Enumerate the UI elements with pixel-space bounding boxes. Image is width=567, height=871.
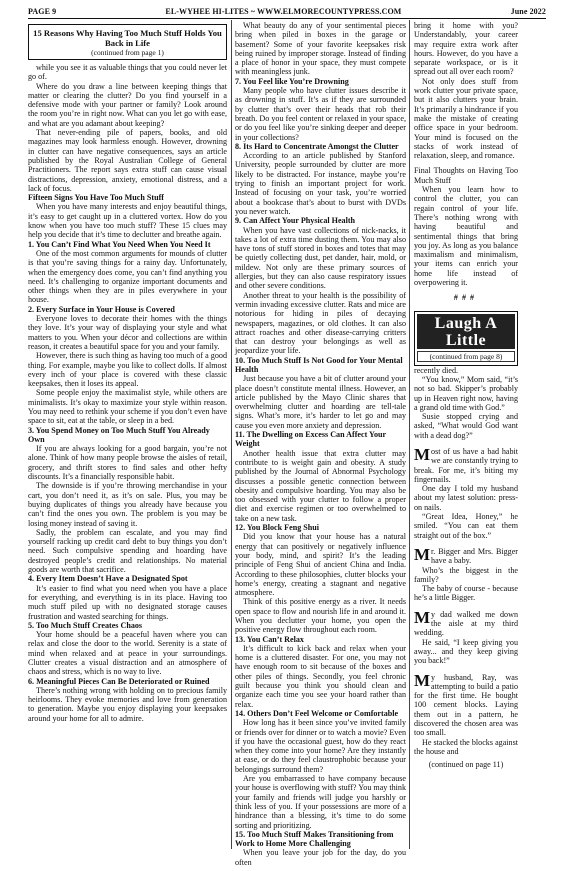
joke xyxy=(414,444,518,540)
paragraph: According to an article published by Stanford University, people surrounded by clutter are more likely to be distracted. For instance, maybe you’re trying to finish an important project for work. Instead of focusing on your task, you’re worried about a bookcase that’s about to burst with DVDs you never watch. xyxy=(235,151,406,216)
section-heading: 4. Every Item Doesn’t Have a Designated Spot xyxy=(28,574,188,584)
paragraph: One of the most common arguments for mounds of clutter is that you’re saving things for a rainy day. Unfortunately, when the emergency does come, you can’t find anything you need. It’s challenging to organize important documents and other things when they are in piles everywhere in your house. xyxy=(28,248,227,305)
column-body xyxy=(28,63,227,723)
paragraph: He said, “I keep giving you away... and they keep giving you back!” xyxy=(414,637,518,666)
paragraph: Your home should be a peaceful haven where you can relax and close the door to the world. Serenity is a state of mind when relaxed and at peace in your surroundings. Clutter creates a visual distraction and an atmosphere of chaos and stress, which is no way to live. xyxy=(28,630,227,677)
paragraph: Think of this positive energy as a river. It needs open space to flow and nourish life in and around it. When you declutter your home, you open the positive energy flow throughout each room. xyxy=(235,597,406,635)
paragraph: It’s difficult to kick back and relax when your home is a cluttered disaster. For one, you may not have enough room to sit because of the boxes and other piles of things. Secondly, you feel chronic guilt because you think you should clean and organize each time you see your hoard rather than relax. xyxy=(235,643,406,709)
masthead: EL-WYHEE HI-LITES ~ WWW.ELMORECOUNTYPRESS.COM xyxy=(165,6,402,16)
paragraph: The downside is if you’re throwing merchandise in your cart, you don’t need it, as it’s on sale. Plus, you may be buying duplicates of things you already have because you can’t find the ones you own. The problem is you may be losing money instead of saving it. xyxy=(28,481,227,528)
drop-cap: M xyxy=(414,607,431,627)
paragraph: Did you know that your house has a natural energy that can positively or negatively influence your body, mind, and spirit? It’s the leading principle of Feng Shui of ancient China and India. According to these philosophies, clutter blocks your home’s energy, creating a stagnant and negative atmosphere. xyxy=(235,532,406,598)
section-heading: 9. Can Affect Your Physical Health xyxy=(235,216,356,226)
paragraph: Many people who have clutter issues describe it as drowning in stuff. It’s as if they are surrounded by clutter that’s over their heads that rob their breath. Do you feel content or relaxed in your space, or do you feel like you’re sinking deeper and deeper in your collections? xyxy=(235,86,406,142)
drop-cap: M xyxy=(414,670,431,690)
section-heading: 3. You Spend Money on Too Much Stuff You Already Own xyxy=(28,425,210,444)
paragraph: “You know,” Mom said, “it’s not so bad. Skipper’s probably up in Heaven right now, having a grand old time with God.” xyxy=(414,374,518,412)
section-heading: 5. Too Much Stuff Creates Chaos xyxy=(28,620,143,630)
column-divider xyxy=(409,20,410,849)
laugh-a-little-header xyxy=(414,311,518,366)
section-heading: 12. You Block Feng Shui xyxy=(235,523,320,533)
paragraph xyxy=(414,607,518,638)
paragraph: When you learn how to control the clutter, you can regain control of your life. There’s nothing wrong with having beautiful and sentimental things that bring you joy. As long as you balance maximalism and minimalism, your items can enrich your home life instead of overpowering it. xyxy=(414,185,518,288)
paragraph: One day I told my husband about my latest solution: press-on nails. xyxy=(414,484,518,512)
section-heading: 6. Meaningful Pieces Can Be Deteriorated or Ruined xyxy=(28,676,210,686)
paragraph: Not only does stuff from work clutter your private space, but it also clutters your brain. It’s primarily a hindrance if you make the mistake of creating office space in your bedroom. Your mind is focused on the stacks of work instead of relaxation, sleep, and romance. xyxy=(414,76,518,161)
header-rule xyxy=(28,18,546,19)
paragraph: Another health issue that extra clutter may contribute to is weight gain and obesity. A study published by the Journal of Abnormal Psychology discusses a possible genetic connection between obesity and compulsive hoarding. You may also be too obsessed with your clutter to follow a proper diet and exercise regimen or too overwhelmed to take on a new task. xyxy=(235,448,406,523)
paragraph: “Great Idea, Honey,” he smiled. “You can eat them straight out of the box.” xyxy=(414,512,518,540)
paragraph: Some people enjoy the maximalist style, while others are minimalists. It’s okay to maximize your style within reason. You may need to rethink your scheme if you don’t even have space to sit, eat at the table, or sleep in a bed. xyxy=(28,388,227,426)
paragraph: recently died. xyxy=(414,365,459,375)
paragraph: If you are always looking for a good bargain, you’re not alone. Think of how many people browse the aisles of retail, grocery, and thrift stores to find sales and other hefty discounts. It’s a financially responsible habit. xyxy=(28,444,227,482)
section-heading: 1. You Can’t Find What You Need When You Need It xyxy=(28,239,211,249)
section-heading: 13. You Can’t Relax xyxy=(235,634,304,644)
joke-text: ost of us have a bad habit we are constantly trying to break. For me, it’s biting my fingernails. xyxy=(414,446,518,484)
paragraph xyxy=(414,670,518,738)
paragraph: bring it home with you? Understandably, your career may require extra work after hours. However, do you have a separate workspace, or is it spread out all over each room? xyxy=(414,21,518,77)
laugh-continued-note: (continued from page 8) xyxy=(417,351,515,362)
section-heading: Fifteen Signs You Have Too Much Stuff xyxy=(28,193,164,203)
article-end-mark: ### xyxy=(453,293,479,303)
paragraph: Another threat to your health is the possibility of vermin invading excessive clutter. Rats and mice are notorious for hiding in piles of decaying newspapers, magazines, or old clothes. It can also attract roaches and other disease-carrying critters that can destroy your belongings as well as jeopardize your life. xyxy=(235,290,406,356)
joke xyxy=(414,544,518,603)
section-heading: 15. Too Much Stuff Makes Transitioning from Work to Home More Challenging xyxy=(235,829,394,849)
page-number: PAGE 9 xyxy=(28,6,57,16)
paragraph: There’s nothing wrong with holding on to precious family heirlooms. They evoke memories and love from generation to generation. Maybe you enjoy displaying your keepsakes around your home for all to admire. xyxy=(28,685,227,723)
paragraph: However, there is such thing as having too much of a good thing. For example, maybe you like to collect dolls. If almost every inch of your place is covered with these classic keepsakes, then it loses its appeal. xyxy=(28,351,227,389)
paragraph: What beauty do any of your sentimental pieces bring when piled in boxes in the garage or basement? Some of your favorite keepsakes risk being ruined by improper storage. Instead of finding a place of honor in your space, they must compete with meaningless junk. xyxy=(235,21,406,77)
article-column-3 xyxy=(414,21,518,851)
section-heading: 7. You Feel like You’re Drowning xyxy=(235,76,349,86)
paragraph: When you leave your job for the day, do you often xyxy=(235,848,406,867)
laugh-title: Laugh A Little xyxy=(417,314,515,349)
drop-cap: M xyxy=(414,544,431,564)
paragraph: Sadly, the problem can escalate, and you may find yourself racking up credit card debt to buy things you don’t need. Such compulsive spending and hoarding have destroyed people’s credit and relationships. No material goods are worth that sacrifice. xyxy=(28,527,227,575)
paragraph: Where do you draw a line between keeping things that matter or clearing the clutter? Do you find yourself in a defensive mode with your partner or family? Look around the room you’re in right now. What can you let go with ease, and what are you adamant about keeping? xyxy=(28,81,227,128)
paragraph: How long has it been since you’ve invited family or friends over for dinner or to watch a movie? Even if you have the occasional guest, how do they react when they come into your home? Are they instantly at ease, or do they feel claustrophobic because your belongings surround them? xyxy=(235,718,406,774)
paragraph: Just because you have a bit of clutter around your place doesn’t constitute mental illness. However, an article published by the Mayo Clinic shares that overwhelming clutter and hoarding are tell-tale signs. What’s more, it’s harder to let go and may cause you even more anxiety and depression. xyxy=(235,374,406,430)
section-heading: 8. Its Hard to Concentrate Amongst the Clutter xyxy=(235,141,399,151)
drop-cap: M xyxy=(414,444,431,464)
paragraph: Who’s the biggest in the family? xyxy=(414,565,518,584)
paragraph: while you see it as valuable things that you could never let go of. xyxy=(28,63,227,82)
joke-text: r. Bigger and Mrs. Bigger have a baby. xyxy=(431,546,518,566)
joke xyxy=(414,607,518,666)
section-heading: 11. The Dwelling on Excess Can Affect Your Weight xyxy=(235,430,386,449)
article-title-box xyxy=(28,24,227,60)
issue-date: June 2022 xyxy=(510,6,546,16)
paragraph: That never-ending pile of papers, books, and old magazines may look harmless enough. However, drowning in clutter can have negative consequences, says an article published by the Royal Australian College of General Practitioners. The report says extra stuff can cause visual distractions, depression, anxiety, emotional distress, and a lack of focus. xyxy=(28,128,227,193)
paragraph xyxy=(414,444,518,484)
article-continued-note: (continued from page 1) xyxy=(91,48,164,57)
section-heading: 14. Others Don’t Feel Welcome or Comfortable xyxy=(235,708,399,718)
article-column-2 xyxy=(235,21,406,867)
article-title: 15 Reasons Why Having Too Much Stuff Holds You Back in Life xyxy=(33,28,222,48)
laugh-body xyxy=(414,366,518,757)
paragraph: He stacked the blocks against the house and xyxy=(414,737,518,756)
paragraph: Final Thoughts on Having Too Much Stuff xyxy=(414,166,518,185)
joke xyxy=(414,670,518,757)
section-heading: 2. Every Surface in Your House is Covered xyxy=(28,304,175,314)
page-header xyxy=(28,4,546,18)
joke-text: y husband, Ray, was attempting to build a patio for the first time. He bought 100 cement blocks. Laying them out in a pattern, he discovered the chosen area was too small. xyxy=(414,672,518,738)
column-body xyxy=(235,21,406,867)
paragraph xyxy=(414,544,518,566)
paragraph: Are you embarrassed to have company because your house is overflowing with stuff? You may think your family and friends will judge you harshly or think less of you. If your possessions are more of a hindrance than a blessing, it’s time to do some sorting and prioritizing. xyxy=(235,774,406,830)
paragraph: It’s easier to find what you need when you have a place for everything, and everything is in its place. Having too much stuff piled up with no designated storage causes frustration and wasted searching for things. xyxy=(28,583,227,621)
column-body xyxy=(414,21,518,287)
article-column-1 xyxy=(28,21,227,851)
paragraph: When you have vast collections of nick-nacks, it takes a lot of extra time dusting them. You may also have tons of stuff stored in boxes and totes that may be quietly collecting dust, pet dander, hair, mold, or mildew. Not only are these primary sources of allergies, but they can also cause respiratory issues and other severe conditions. xyxy=(235,225,406,291)
paragraph: The baby of course - because he’s a little Bigger. xyxy=(414,584,518,603)
paragraph: Susie stopped crying and asked, “What would God want with a dead dog?” xyxy=(414,412,518,440)
continued-on-note: (continued on page 11) xyxy=(428,760,504,770)
column-divider xyxy=(231,20,232,849)
paragraph: Everyone loves to decorate their homes with the things they love. It’s your way of displaying your style and what matters to you. When your décor and collections are within reason, it creates a beautiful space for you and your family. xyxy=(28,314,227,351)
paragraph: When you have many interests and enjoy beautiful things, it’s easy to get caught up in a cluttered vortex. How do you know when you have too much stuff? These 15 clues may help you decide that it’s time to declutter and breathe again. xyxy=(28,202,227,240)
section-heading: 10. Too Much Stuff Is Not Good for Your Mental Health xyxy=(235,355,403,374)
joke-text: y dad walked me down the aisle at my third wedding. xyxy=(414,609,518,638)
